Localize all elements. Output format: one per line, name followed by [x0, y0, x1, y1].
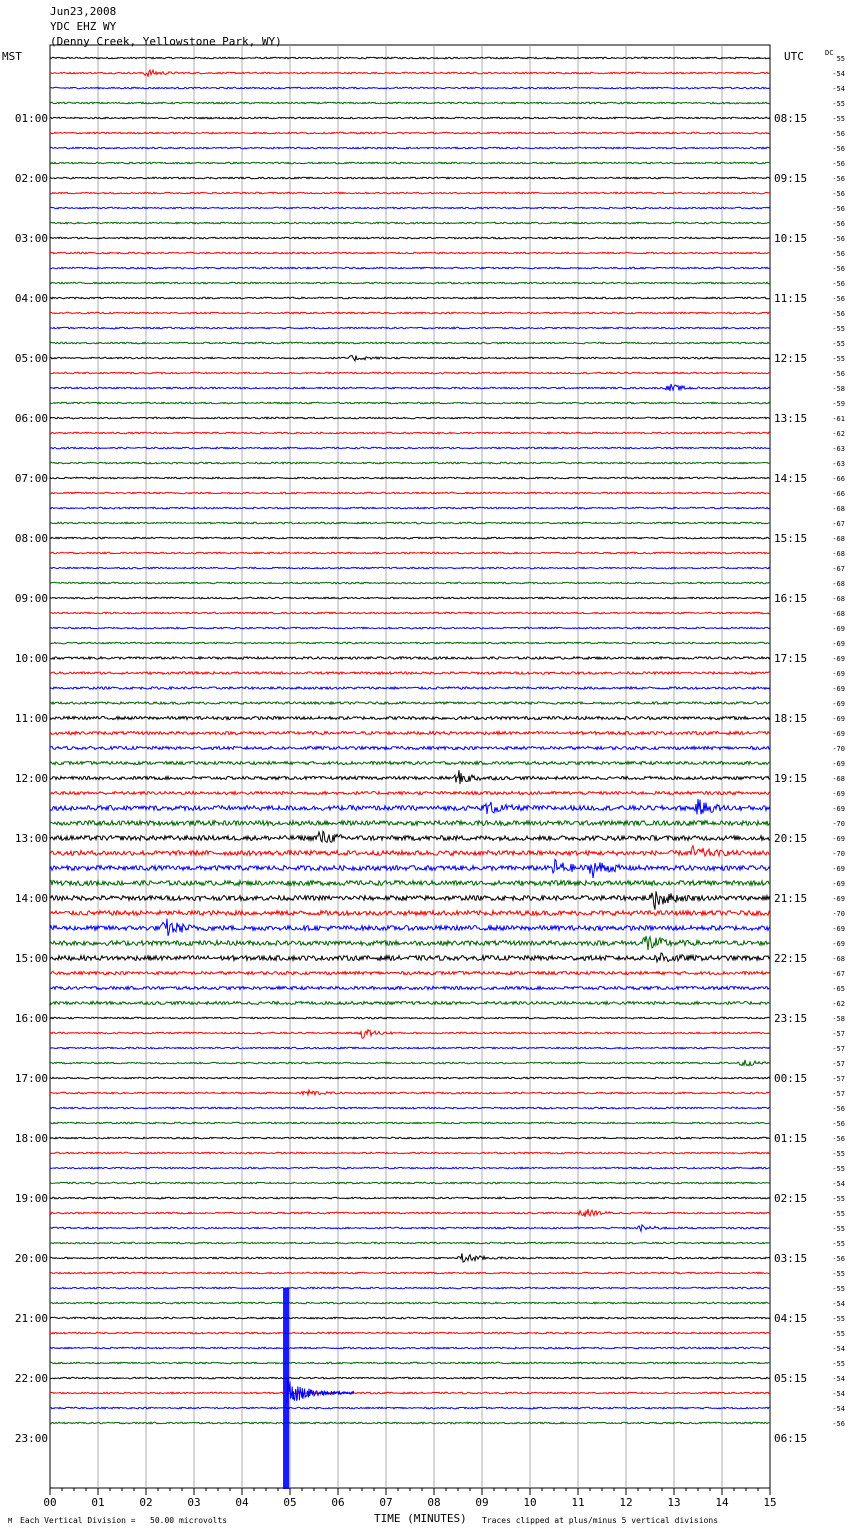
dc-offset-label: -55: [832, 115, 845, 123]
dc-offset-label: -55: [832, 355, 845, 363]
right-hour-label: 06:15: [774, 1432, 808, 1445]
left-hour-label: 08:00: [14, 532, 48, 545]
dc-offset-label: -70: [832, 820, 845, 828]
dc-offset-label: -69: [832, 685, 845, 693]
dc-offset-label: -54: [832, 1390, 845, 1398]
dc-offset-label: -69: [832, 835, 845, 843]
trace-row: [50, 447, 770, 449]
dc-offset-label: -66: [832, 490, 845, 498]
x-tick-label: 07: [379, 1496, 393, 1509]
dc-offset-label: -55: [832, 1225, 845, 1233]
dc-offset-label: -56: [832, 235, 845, 243]
trace-row: [50, 372, 770, 374]
trace-row: [50, 552, 770, 554]
trace-row: [50, 746, 770, 749]
left-hour-label: 05:00: [14, 352, 48, 365]
trace-row: [50, 1197, 770, 1199]
left-hour-label: 01:00: [14, 112, 48, 125]
x-tick-label: 10: [523, 1496, 537, 1509]
trace-row: [50, 57, 770, 59]
labels: [15, 55, 845, 1509]
trace-row: [50, 177, 770, 179]
right-hour-label: 11:15: [774, 292, 808, 305]
trace-row: [50, 627, 770, 629]
left-hour-label: 12:00: [14, 772, 48, 785]
trace-row: [50, 1253, 770, 1262]
dc-offset-label: -54: [832, 1345, 845, 1353]
corner-mark: M: [8, 1517, 13, 1525]
trace-row: [50, 222, 770, 224]
trace-row: [50, 162, 770, 164]
left-hour-label: 09:00: [14, 592, 48, 605]
dc-offset-label: -56: [832, 175, 845, 183]
right-hour-label: 22:15: [774, 952, 808, 965]
grid: [50, 45, 770, 1495]
trace-row: [50, 1422, 770, 1424]
dc-offset-label: -68: [832, 580, 845, 588]
dc-offset-label: -69: [832, 625, 845, 633]
trace-row: [50, 384, 770, 391]
dc-offset-label: -62: [832, 1000, 845, 1008]
trace-row: [50, 1137, 770, 1139]
left-hour-label: 11:00: [14, 712, 48, 725]
x-tick-label: 03: [187, 1496, 201, 1509]
dc-offset-label: -56: [832, 205, 845, 213]
dc-offset-label: -70: [832, 910, 845, 918]
dc-offset-label: -68: [832, 535, 845, 543]
chart-title: YDC EHZ WY: [50, 20, 117, 33]
dc-offset-label: -63: [832, 460, 845, 468]
dc-offset-label: -69: [832, 715, 845, 723]
left-hour-label: 07:00: [14, 472, 48, 485]
trace-row: [50, 846, 770, 856]
trace-row: [50, 417, 770, 419]
plot-frame: [50, 45, 770, 1488]
traces: [50, 57, 770, 1489]
trace-row: [50, 716, 770, 719]
dc-offset-label: -55: [832, 325, 845, 333]
dc-offset-label: -65: [832, 985, 845, 993]
trace-row: [50, 1392, 770, 1394]
right-hour-label: 21:15: [774, 892, 808, 905]
trace-row: [50, 799, 770, 815]
trace-row: [50, 355, 770, 361]
trace-row: [50, 402, 770, 404]
trace-row: [50, 1122, 770, 1124]
dc-offset-label: -69: [832, 655, 845, 663]
x-axis-label: TIME (MINUTES): [374, 1512, 467, 1525]
trace-row: [50, 911, 770, 916]
dc-offset-label: -55: [832, 1195, 845, 1203]
x-tick-label: 06: [331, 1496, 345, 1509]
dc-label: DC: [825, 49, 834, 57]
dc-offset-label: -54: [832, 1180, 845, 1188]
dc-offset-label: -69: [832, 925, 845, 933]
x-tick-label: 15: [763, 1496, 777, 1509]
trace-row: [50, 537, 770, 539]
right-hour-label: 12:15: [774, 352, 808, 365]
right-hour-label: 13:15: [774, 412, 808, 425]
x-tick-label: 14: [715, 1496, 729, 1509]
trace-row: [50, 207, 770, 209]
dc-offset-label: -54: [832, 1375, 845, 1383]
trace-row: [50, 891, 770, 909]
x-tick-label: 05: [283, 1496, 297, 1509]
trace-row: [50, 672, 770, 674]
dc-offset-label: -58: [832, 385, 845, 393]
dc-offset-label: -55: [832, 1165, 845, 1173]
dc-offset-label: -61: [832, 415, 845, 423]
dc-offset-label: -54: [832, 70, 845, 78]
dc-offset-label: -70: [832, 850, 845, 858]
dc-offset-label: -69: [832, 790, 845, 798]
trace-row: [50, 1030, 770, 1039]
trace-row: [50, 312, 770, 314]
trace-row: [50, 267, 770, 269]
trace-row: [50, 919, 770, 936]
right-hour-label: 03:15: [774, 1252, 808, 1265]
dc-offset-label: -69: [832, 895, 845, 903]
right-hour-label: 05:15: [774, 1372, 808, 1385]
dc-offset-label: -58: [832, 1015, 845, 1023]
dc-offset-label: -56: [832, 1105, 845, 1113]
trace-row: [50, 70, 770, 77]
trace-row: [50, 657, 770, 659]
dc-offset-label: -54: [832, 1300, 845, 1308]
trace-row: [50, 507, 770, 509]
dc-offset-label: -56: [832, 160, 845, 168]
dc-offset-label: -56: [832, 190, 845, 198]
x-tick-label: 00: [43, 1496, 57, 1509]
trace-row: [50, 1167, 770, 1169]
right-hour-label: 09:15: [774, 172, 808, 185]
dc-offset-label: -68: [832, 550, 845, 558]
trace-row: [50, 761, 770, 764]
trace-row: [50, 597, 770, 599]
right-hour-label: 04:15: [774, 1312, 808, 1325]
dc-offset-label: -67: [832, 565, 845, 573]
dc-offset-label: -68: [832, 505, 845, 513]
dc-offset-label: -69: [832, 760, 845, 768]
right-hour-label: 17:15: [774, 652, 808, 665]
dc-offset-label: -55: [832, 1210, 845, 1218]
trace-row: [50, 953, 770, 962]
dc-offset-label: -56: [832, 295, 845, 303]
dc-offset-label: -56: [832, 310, 845, 318]
trace-row: [50, 252, 770, 254]
trace-row: [50, 567, 770, 569]
trace-row: [50, 731, 770, 734]
clip-note: Traces clipped at plus/minus 5 vertical divisions: [482, 1516, 719, 1525]
trace-row: [50, 1209, 770, 1217]
trace-row: [50, 132, 770, 134]
x-tick-label: 09: [475, 1496, 489, 1509]
x-tick-label: 08: [427, 1496, 441, 1509]
left-hour-label: 13:00: [14, 832, 48, 845]
trace-row: [50, 971, 770, 974]
dc-offset-label: -55: [832, 1285, 845, 1293]
trace-row: [50, 1001, 770, 1004]
right-hour-label: 20:15: [774, 832, 808, 845]
left-hour-label: 04:00: [14, 292, 48, 305]
dc-offset-label: -57: [832, 1090, 845, 1098]
trace-row: [50, 462, 770, 464]
trace-row: [50, 282, 770, 284]
dc-offset-label: -57: [832, 1075, 845, 1083]
dc-offset-label: -55: [832, 1240, 845, 1248]
dc-offset-label: -68: [832, 775, 845, 783]
x-tick-label: 11: [571, 1496, 585, 1509]
right-hour-label: 01:15: [774, 1132, 808, 1145]
dc-offset-label: -69: [832, 700, 845, 708]
left-hour-label: 18:00: [14, 1132, 48, 1145]
trace-row: [50, 702, 770, 704]
trace-row: [50, 1060, 770, 1066]
trace-row: [50, 1182, 770, 1184]
trace-row: [50, 936, 770, 950]
dc-offset-label: -57: [832, 1060, 845, 1068]
dc-offset-label: -55: [832, 1315, 845, 1323]
trace-row: [50, 117, 770, 119]
trace-row: [50, 1225, 770, 1231]
trace-row: [50, 791, 770, 794]
x-tick-label: 02: [139, 1496, 153, 1509]
left-hour-label: 02:00: [14, 172, 48, 185]
left-hour-label: 10:00: [14, 652, 48, 665]
right-hour-label: 23:15: [774, 1012, 808, 1025]
left-hour-label: 15:00: [14, 952, 48, 965]
right-axis-title: UTC: [784, 50, 804, 63]
dc-offset-label: -56: [832, 1135, 845, 1143]
dc-offset-label: -56: [832, 130, 845, 138]
right-hour-label: 02:15: [774, 1192, 808, 1205]
trace-row: [50, 1287, 770, 1289]
dc-offset-label: -55: [832, 340, 845, 348]
scale-note: Each Vertical Division = 50.00 microvolts: [20, 1516, 228, 1525]
trace-row: [50, 432, 770, 434]
trace-row: [50, 687, 770, 689]
trace-row: [50, 1047, 770, 1049]
right-hour-label: 16:15: [774, 592, 808, 605]
trace-row: [50, 860, 770, 879]
trace-row: [50, 522, 770, 524]
dc-offset-label: -56: [832, 220, 845, 228]
dc-offset-label: -63: [832, 445, 845, 453]
dc-offset-label: -55: [832, 100, 845, 108]
x-tick-label: 13: [667, 1496, 681, 1509]
dc-offset-label: -54: [832, 85, 845, 93]
trace-row: [50, 1090, 770, 1095]
dc-offset-label: -68: [832, 610, 845, 618]
trace-row: [50, 1152, 770, 1154]
trace-row: [50, 770, 770, 784]
left-hour-label: 20:00: [14, 1252, 48, 1265]
dc-offset-label: -55: [832, 1150, 845, 1158]
dc-offset-label: -62: [832, 430, 845, 438]
dc-offset-label: -57: [832, 1030, 845, 1038]
dc-offset-label: -56: [832, 265, 845, 273]
dc-offset-label: -56: [832, 1420, 845, 1428]
left-hour-label: 14:00: [14, 892, 48, 905]
trace-row: [50, 297, 770, 299]
dc-offset-label: -69: [832, 880, 845, 888]
left-hour-label: 23:00: [14, 1432, 48, 1445]
left-hour-label: 21:00: [14, 1312, 48, 1325]
left-hour-label: 22:00: [14, 1372, 48, 1385]
dc-offset-label: -56: [832, 250, 845, 258]
dc-offset-label: -56: [832, 280, 845, 288]
right-hour-label: 10:15: [774, 232, 808, 245]
trace-row: [50, 1362, 770, 1364]
dc-offset-label: -54: [832, 1405, 845, 1413]
dc-offset-label: -67: [832, 520, 845, 528]
trace-row: [50, 821, 770, 826]
right-hour-label: 14:15: [774, 472, 808, 485]
dc-offset-label: -56: [832, 370, 845, 378]
trace-row: [50, 102, 770, 104]
left-hour-label: 16:00: [14, 1012, 48, 1025]
right-hour-label: 08:15: [774, 112, 808, 125]
right-hour-label: 18:15: [774, 712, 808, 725]
left-hour-label: 03:00: [14, 232, 48, 245]
trace-row: [50, 87, 770, 89]
trace-row: [50, 986, 770, 989]
right-hour-label: 00:15: [774, 1072, 808, 1085]
dc-offset-label: -59: [832, 400, 845, 408]
dc-offset-label: -56: [832, 1120, 845, 1128]
dc-offset-label: -69: [832, 865, 845, 873]
dc-offset-label: -55: [832, 1330, 845, 1338]
trace-row: [50, 831, 770, 842]
trace-row: [50, 1107, 770, 1109]
trace-row: [50, 1347, 770, 1349]
x-tick-label: 04: [235, 1496, 249, 1509]
trace-row: [50, 237, 770, 239]
x-tick-label: 01: [91, 1496, 105, 1509]
trace-row: [50, 492, 770, 494]
right-hour-label: 19:15: [774, 772, 808, 785]
trace-row: [50, 881, 770, 886]
trace-row: [50, 477, 770, 479]
dc-offset-label: -69: [832, 670, 845, 678]
trace-row: [50, 582, 770, 584]
dc-offset-label: -69: [832, 805, 845, 813]
dc-offset-label: -55: [832, 1270, 845, 1278]
dc-offset-label: -56: [832, 1255, 845, 1263]
trace-row: [50, 342, 770, 344]
dc-offset-label: -56: [832, 145, 845, 153]
dc-offset-label: -68: [832, 955, 845, 963]
trace-row: [50, 1332, 770, 1334]
dc-offset-label: -57: [832, 1045, 845, 1053]
dc-offset-label: -70: [832, 745, 845, 753]
chart-date: Jun23,2008: [50, 5, 117, 18]
dc-offset-label: -69: [832, 940, 845, 948]
trace-row: [50, 612, 770, 614]
major-event-coda: [287, 1379, 354, 1403]
trace-row: [50, 1302, 770, 1304]
trace-row: [50, 1077, 770, 1079]
trace-row: [50, 1017, 770, 1019]
left-hour-label: 06:00: [14, 412, 48, 425]
trace-row: [50, 1407, 770, 1409]
chart-location: (Denny Creek, Yellowstone Park, WY): [50, 35, 282, 48]
x-tick-label: 12: [619, 1496, 633, 1509]
left-axis-title: MST: [2, 50, 22, 63]
left-hour-label: 17:00: [14, 1072, 48, 1085]
trace-row: [50, 1242, 770, 1244]
dc-offset-label: 55: [836, 55, 845, 63]
dc-offset-label: -66: [832, 475, 845, 483]
dc-offset-label: -55: [832, 1360, 845, 1368]
left-hour-label: 19:00: [14, 1192, 48, 1205]
trace-row: [50, 1377, 770, 1379]
trace-row: [50, 147, 770, 149]
dc-offset-label: -69: [832, 730, 845, 738]
right-hour-label: 15:15: [774, 532, 808, 545]
dc-offset-label: -69: [832, 640, 845, 648]
dc-offset-label: -67: [832, 970, 845, 978]
trace-row: [50, 1272, 770, 1274]
trace-row: [50, 327, 770, 329]
trace-row: [50, 642, 770, 644]
dc-offset-label: -68: [832, 595, 845, 603]
trace-row: [50, 1317, 770, 1319]
trace-row: [50, 192, 770, 194]
